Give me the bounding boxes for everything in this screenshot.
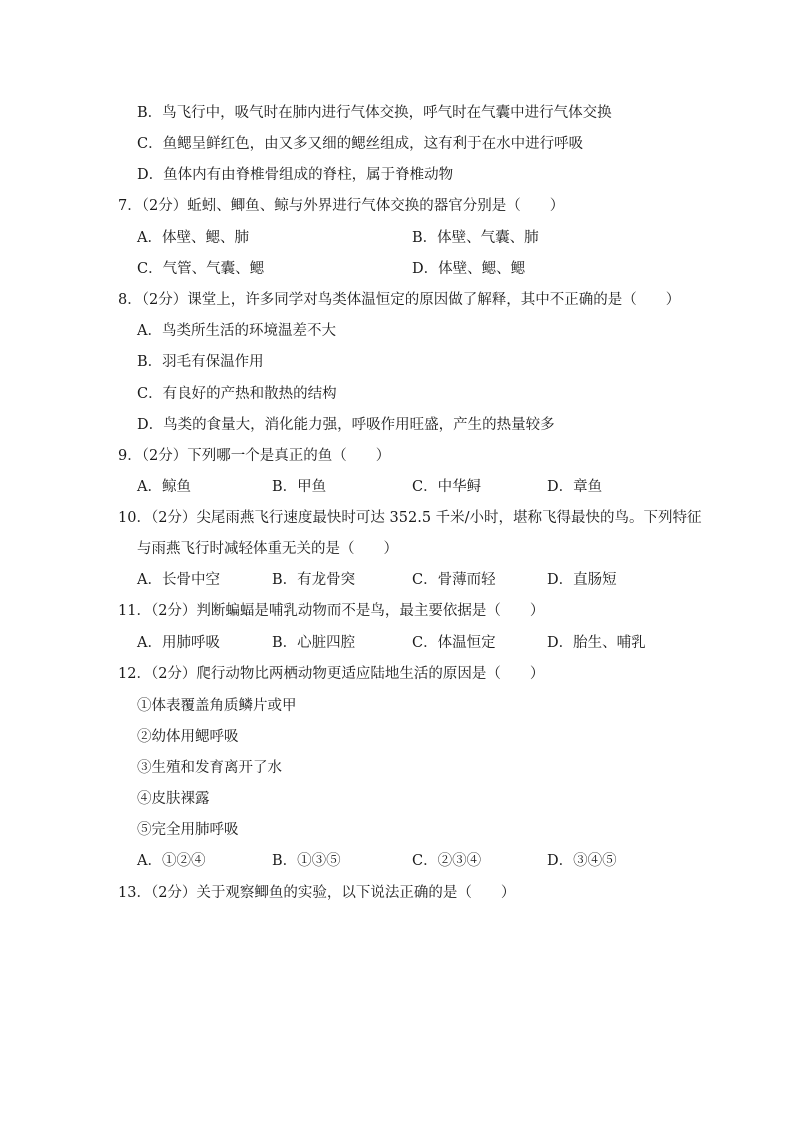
q10-stem-line2: 与雨燕飞行时减轻体重无关的是（ ） — [137, 541, 398, 557]
q12-item-3: ③生殖和发育离开了水 — [137, 760, 282, 776]
q11-option-d: D．胎生、哺乳 — [547, 635, 646, 651]
q12-item-4: ④皮肤裸露 — [137, 791, 210, 807]
q10-option-d: D．直肠短 — [547, 572, 617, 588]
q10-stem-line1: 10．（2分）尖尾雨燕飞行速度最快时可达 352.5 千米/小时，堪称飞得最快的鸟。下列特征 — [118, 510, 702, 526]
q11-option-b: B．心脏四腔 — [272, 635, 356, 651]
q7-option-a: A．体壁、鳃、肺 — [137, 230, 249, 246]
q9-option-b: B．甲鱼 — [272, 479, 327, 495]
q6-option-b: B．鸟飞行中，吸气时在肺内进行气体交换，呼气时在气囊中进行气体交换 — [137, 105, 612, 121]
q12-item-5: ⑤完全用肺呼吸 — [137, 822, 239, 838]
q7-option-b: B．体壁、气囊、肺 — [412, 230, 539, 246]
q9-option-a: A．鲸鱼 — [137, 479, 191, 495]
q12-option-d: D．③④⑤ — [547, 853, 617, 869]
q7-option-c: C．气管、气囊、鳃 — [137, 261, 265, 277]
q10-option-b: B．有龙骨突 — [272, 572, 356, 588]
q8-option-c: C．有良好的产热和散热的结构 — [137, 386, 337, 402]
q10-option-c: C．骨薄而轻 — [412, 572, 496, 588]
q8-option-d: D．鸟类的食量大，消化能力强，呼吸作用旺盛，产生的热量较多 — [137, 417, 555, 433]
q12-item-1: ①体表覆盖角质鳞片或甲 — [137, 698, 297, 714]
q13-stem: 13．（2分）关于观察鲫鱼的实验，以下说法正确的是（ ） — [118, 885, 516, 901]
q8-option-b: B．羽毛有保温作用 — [137, 354, 264, 370]
q8-option-a: A．鸟类所生活的环境温差不大 — [137, 323, 336, 339]
q6-option-c: C．鱼鳃呈鲜红色，由又多又细的鳃丝组成，这有利于在水中进行呼吸 — [137, 136, 584, 152]
q11-stem: 11．（2分）判断蝙蝠是哺乳动物而不是鸟，最主要依据是（ ） — [118, 603, 545, 619]
q11-option-a: A．用肺呼吸 — [137, 635, 220, 651]
q6-option-d: D．鱼体内有由脊椎骨组成的脊柱，属于脊椎动物 — [137, 167, 454, 183]
q12-stem: 12．（2分）爬行动物比两栖动物更适应陆地生活的原因是（ ） — [118, 666, 545, 682]
q12-option-a: A．①②④ — [137, 853, 206, 869]
q12-option-b: B．①③⑤ — [272, 853, 341, 869]
q7-stem: 7．（2分）蚯蚓、鲫鱼、鲸与外界进行气体交换的器官分别是（ ） — [118, 198, 565, 214]
q9-option-c: C．中华鲟 — [412, 479, 482, 495]
q8-stem: 8．（2分）课堂上，许多同学对鸟类体温恒定的原因做了解释，其中不正确的是（ ） — [118, 292, 681, 308]
q9-stem: 9．（2分）下列哪一个是真正的鱼（ ） — [118, 448, 391, 464]
q11-option-c: C．体温恒定 — [412, 635, 496, 651]
q12-option-c: C．②③④ — [412, 853, 482, 869]
q7-option-d: D．体壁、鳃、鳃 — [412, 261, 526, 277]
q9-option-d: D．章鱼 — [547, 479, 603, 495]
q12-item-2: ②幼体用鳃呼吸 — [137, 729, 239, 745]
q10-option-a: A．长骨中空 — [137, 572, 220, 588]
